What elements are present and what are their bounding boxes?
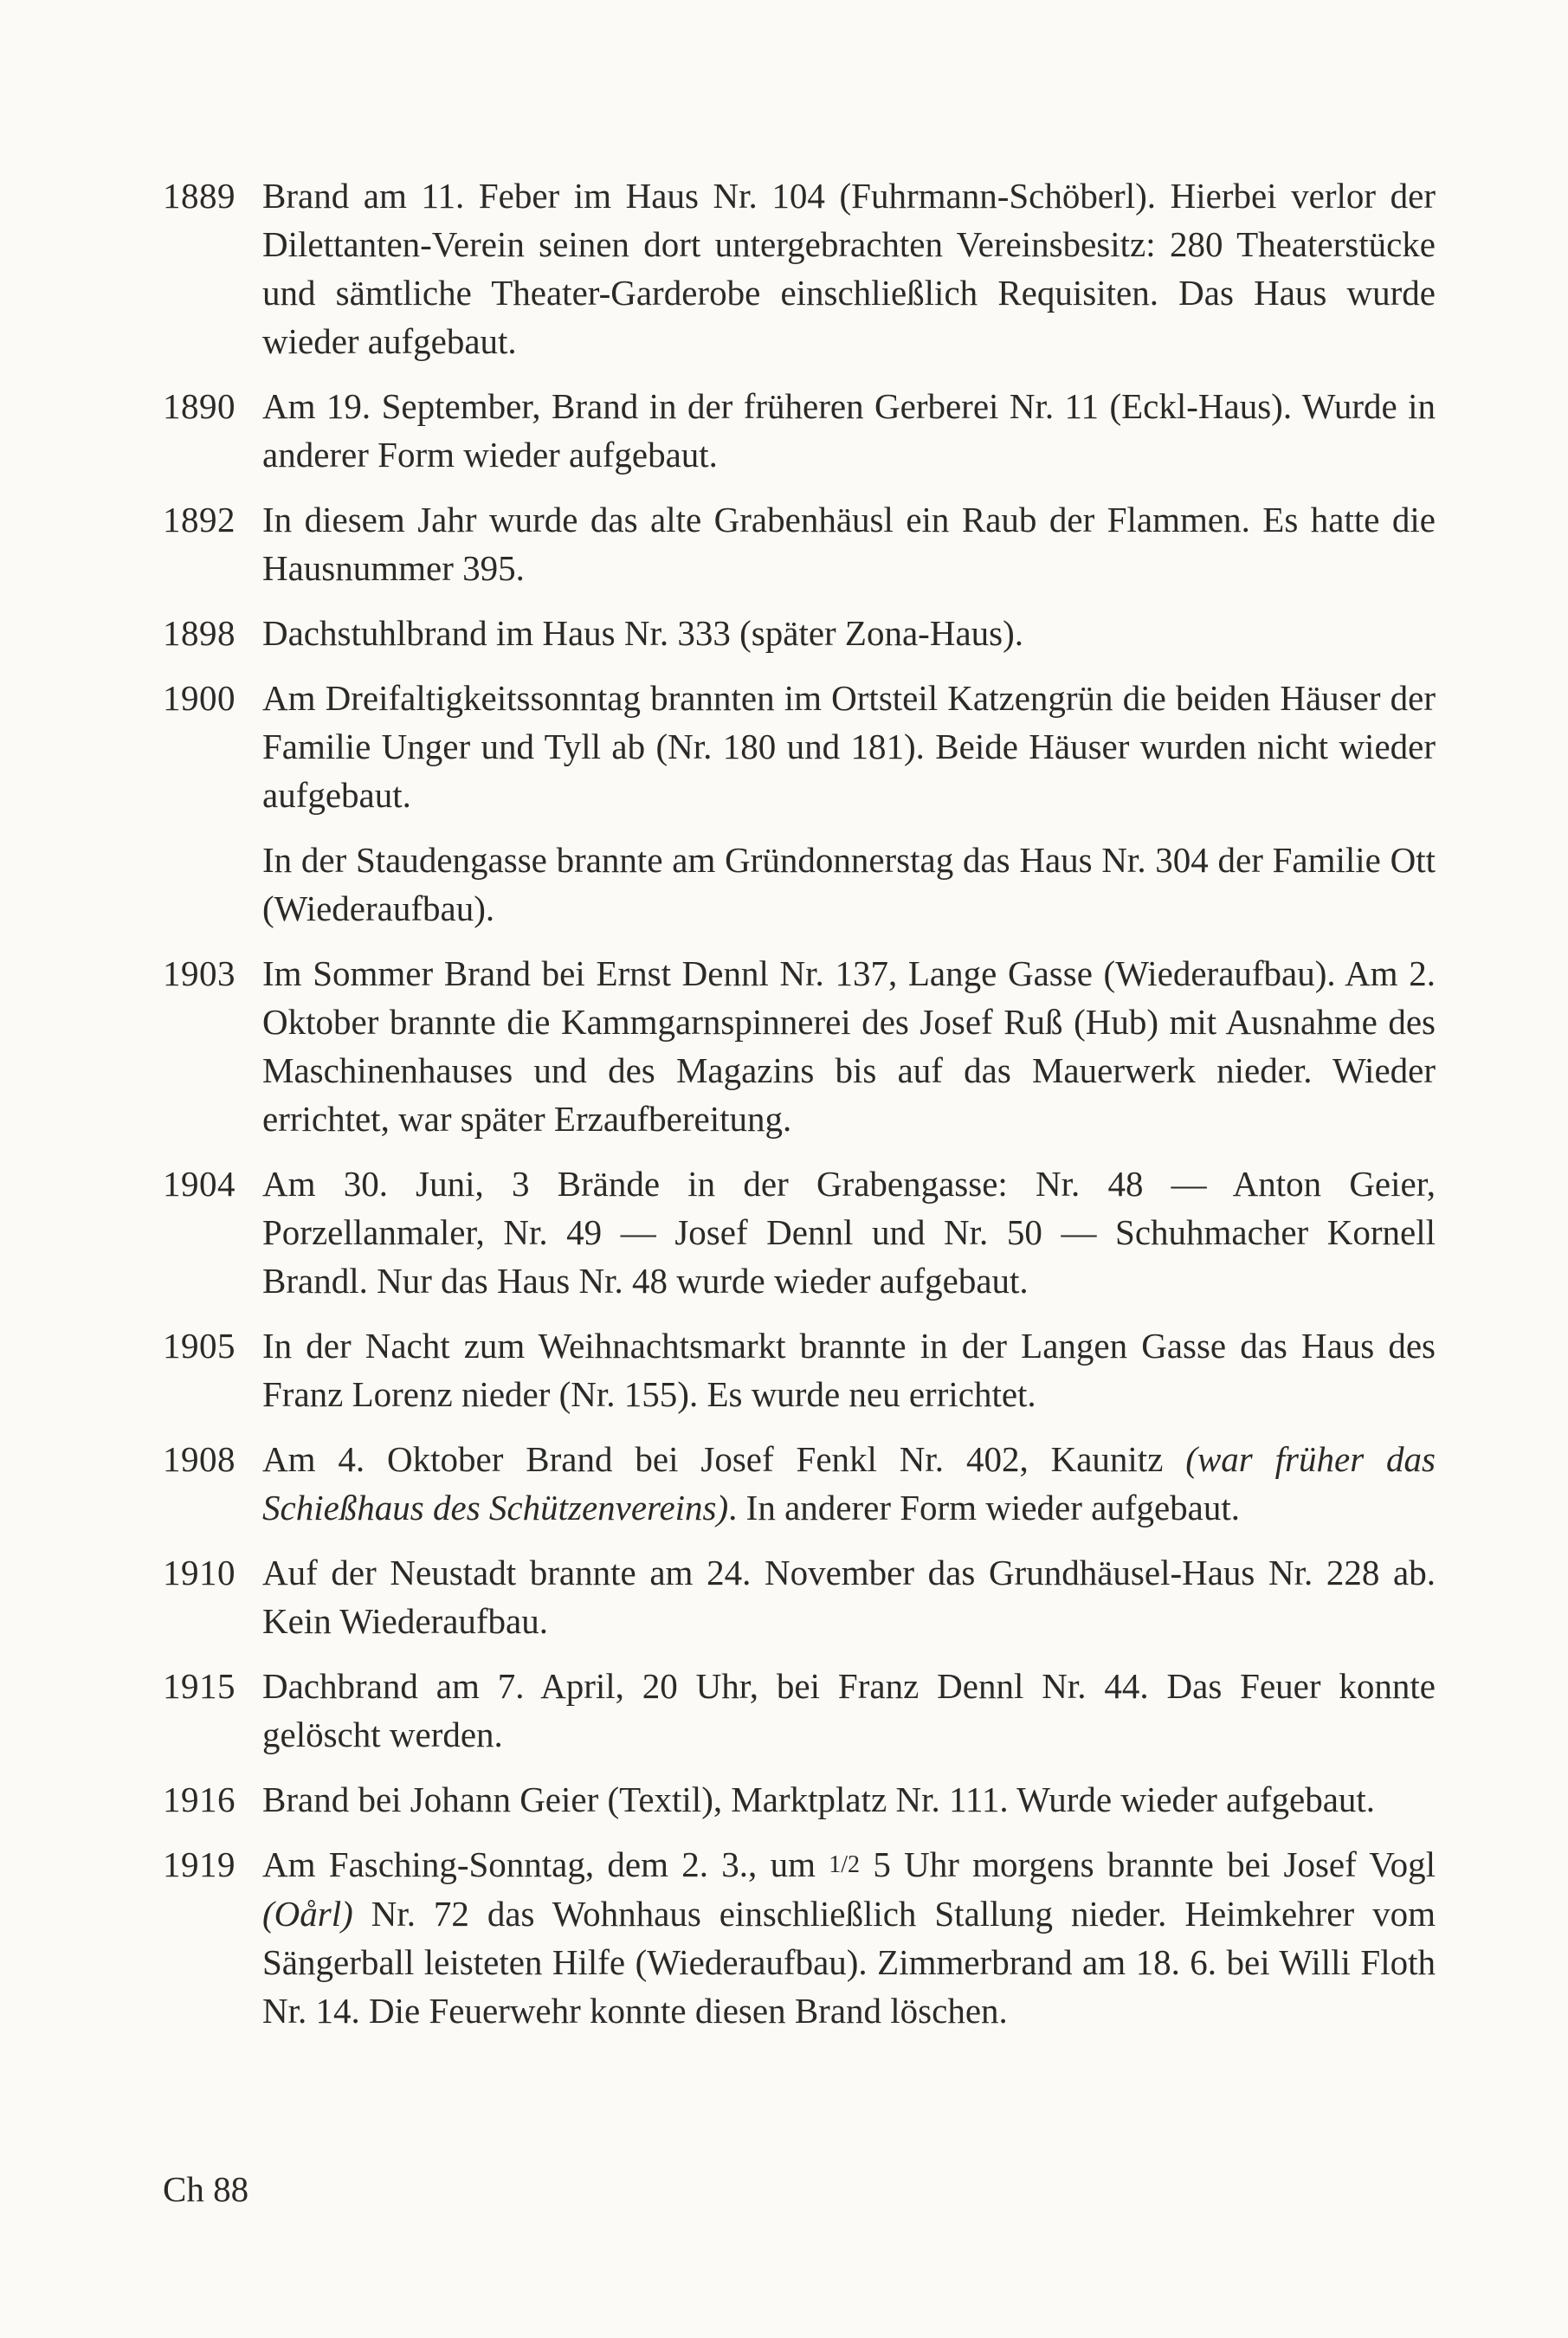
chronicle-entry (163, 674, 1436, 933)
entry-text (262, 171, 1436, 365)
entry-text (262, 949, 1436, 1143)
entry-year: 1905 (163, 1326, 236, 1366)
entry-text (262, 674, 1436, 933)
entry-text (262, 1840, 1436, 2035)
entry-paragraph (262, 382, 1436, 479)
entry-text (262, 495, 1436, 592)
chronicle-entry (163, 1435, 1436, 1532)
entry-year: 1900 (163, 678, 236, 718)
text-segment: 5 Uhr morgens brannte bei Josef Vogl (860, 1844, 1436, 1884)
entry-year: 1890 (163, 386, 236, 426)
text-segment: Am 30. Juni, 3 Brände in der Grabengasse: Nr. 48 — Anton Geier, Porzellanmaler, Nr. 49 — Josef Dennl und Nr. 50 — Schuhmacher Kornell Brandl. Nur das Haus Nr. 48 wurde wieder aufgebaut. (262, 1164, 1436, 1301)
chronicle-entry (163, 1321, 1436, 1418)
entry-text (262, 382, 1436, 479)
entry-paragraph (262, 495, 1436, 592)
entry-paragraph (262, 949, 1436, 1143)
entry-year: 1919 (163, 1844, 236, 1884)
text-segment: Dachbrand am 7. April, 20 Uhr, bei Franz Dennl Nr. 44. Das Feuer konnte gelöscht werden. (262, 1666, 1436, 1754)
chronicle-entry (163, 1840, 1436, 2035)
entry-year: 1910 (163, 1553, 236, 1592)
text-segment: Im Sommer Brand bei Ernst Dennl Nr. 137, Lange Gasse (Wiederaufbau). Am 2. Oktober brannte die Kammgarnspinnerei des Josef Ruß (Hub) mit Ausnahme des Maschinenhauses und des Magazins bis auf das Mauerwerk nieder. Wieder errichtet, war später Erzaufbereitung. (262, 953, 1436, 1139)
chronicle-entry (163, 949, 1436, 1143)
chronicle-entry (163, 171, 1436, 365)
fraction-text: 1/2 (829, 1851, 861, 1878)
entry-paragraph (262, 1321, 1436, 1418)
text-segment: Am Dreifaltigkeitssonntag brannten im Ortsteil Katzengrün die beiden Häuser der Familie Unger und Tyll ab (Nr. 180 und 181). Beide Häuser wurden nicht wieder aufgebaut. (262, 678, 1436, 815)
page-number: Ch 88 (163, 2169, 249, 2209)
italic-text: (Oårl) (262, 1894, 353, 1934)
entry-paragraph (262, 1775, 1436, 1824)
text-segment: Brand bei Johann Geier (Textil), Marktplatz Nr. 111. Wurde wieder aufgebaut. (262, 1779, 1376, 1819)
entry-paragraph (262, 1435, 1436, 1532)
entry-text (262, 1321, 1436, 1418)
text-segment: Am Fasching-Sonntag, dem 2. 3., um (262, 1844, 829, 1884)
text-segment: Nr. 72 das Wohnhaus einschließlich Stallung nieder. Heimkehrer vom Sängerball leisteten Hilfe (Wiederaufbau). Zimmerbrand am 18. 6. bei Willi Floth Nr. 14. Die Feuerwehr konnte diesen Brand löschen. (262, 1894, 1436, 2031)
entry-year: 1908 (163, 1439, 236, 1479)
text-segment: In der Staudengasse brannte am Gründonnerstag das Haus Nr. 304 der Familie Ott (Wiederaufbau). (262, 840, 1436, 928)
chronicle-entry (163, 1159, 1436, 1305)
text-segment: Am 19. September, Brand in der früheren Gerberei Nr. 11 (Eckl-Haus). Wurde in anderer Form wieder aufgebaut. (262, 386, 1436, 475)
entry-text (262, 609, 1436, 657)
text-segment: Auf der Neustadt brannte am 24. November das Grundhäusel-Haus Nr. 228 ab. Kein Wiederaufbau. (262, 1553, 1436, 1641)
text-segment: In diesem Jahr wurde das alte Grabenhäusl ein Raub der Flammen. Es hatte die Hausnummer 395. (262, 500, 1436, 588)
entry-text (262, 1435, 1436, 1532)
chronicle-entry (163, 609, 1436, 657)
entry-year: 1898 (163, 613, 236, 653)
entry-paragraph (262, 1159, 1436, 1305)
italic-text: (war früher das Schießhaus des Schützenvereins) (262, 1439, 1436, 1527)
chronicle-entry (163, 495, 1436, 592)
chronicle-entries (163, 171, 1436, 2051)
entry-paragraph (262, 609, 1436, 657)
entry-year: 1892 (163, 500, 236, 539)
text-segment: . In anderer Form wieder aufgebaut. (728, 1488, 1241, 1527)
entry-text (262, 1159, 1436, 1305)
entry-year: 1903 (163, 953, 236, 993)
entry-paragraph (262, 836, 1436, 933)
entry-year: 1916 (163, 1779, 236, 1819)
entry-text (262, 1775, 1436, 1824)
text-segment: Am 4. Oktober Brand bei Josef Fenkl Nr. 402, Kaunitz (262, 1439, 1186, 1479)
entry-year: 1889 (163, 176, 236, 216)
text-segment: Dachstuhlbrand im Haus Nr. 333 (später Zona-Haus). (262, 613, 1023, 653)
entry-paragraph (262, 1662, 1436, 1759)
entry-year: 1904 (163, 1164, 236, 1204)
entry-paragraph (262, 171, 1436, 365)
text-segment: Brand am 11. Feber im Haus Nr. 104 (Fuhrmann-Schöberl). Hierbei verlor der Dilettanten-Verein seinen dort untergebrachten Vereinsbesitz: 280 Theaterstücke und sämtliche Theater-Garderobe einschließlich Requisiten. Das Haus wurde wieder aufgebaut. (262, 176, 1436, 361)
chronicle-entry (163, 382, 1436, 479)
chronicle-entry (163, 1548, 1436, 1645)
chronicle-entry (163, 1775, 1436, 1824)
text-segment: In der Nacht zum Weihnachtsmarkt brannte in der Langen Gasse das Haus des Franz Lorenz nieder (Nr. 155). Es wurde neu errichtet. (262, 1326, 1436, 1414)
entry-text (262, 1548, 1436, 1645)
entry-paragraph (262, 1548, 1436, 1645)
entry-year: 1915 (163, 1666, 236, 1706)
entry-paragraph (262, 1840, 1436, 2035)
entry-paragraph (262, 674, 1436, 819)
entry-text (262, 1662, 1436, 1759)
chronicle-entry (163, 1662, 1436, 1759)
